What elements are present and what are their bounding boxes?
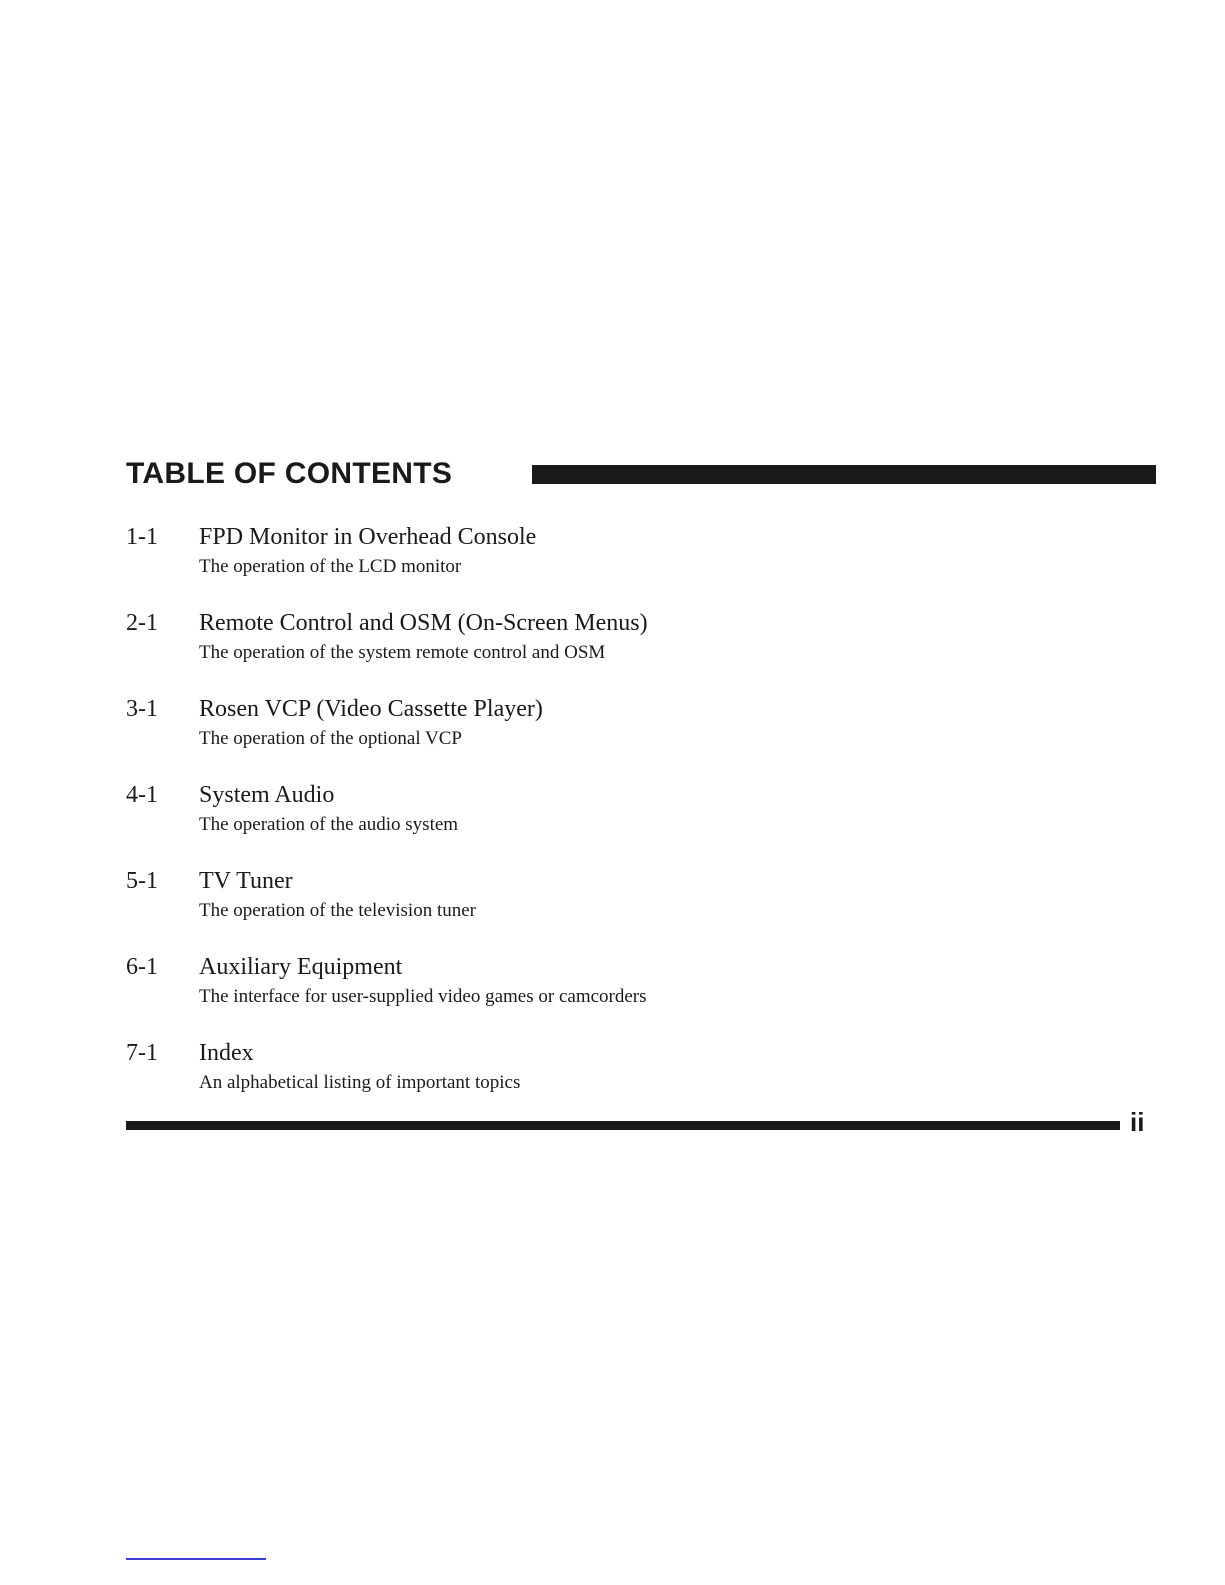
- toc-entry-remote-control[interactable]: [126, 607, 1126, 693]
- toc-entry-auxiliary-equipment[interactable]: [126, 951, 1126, 1037]
- toc-entry-index[interactable]: [126, 1037, 1126, 1123]
- bottom-underline-mark: [126, 1558, 266, 1560]
- entry-description: The operation of the television tuner: [199, 900, 476, 921]
- toc-entry-system-audio[interactable]: [126, 779, 1126, 865]
- entry-title[interactable]: Remote Control and OSM (On-Screen Menus): [199, 610, 648, 636]
- entry-title[interactable]: Auxiliary Equipment: [199, 954, 403, 980]
- entry-description: The operation of the LCD monitor: [199, 556, 462, 577]
- entry-description: The interface for user-supplied video games or camcorders: [199, 986, 647, 1007]
- header-rule: [532, 465, 1156, 484]
- page-title: TABLE OF CONTENTS: [126, 457, 453, 490]
- entry-number: 6-1: [126, 954, 158, 980]
- toc-entry-vcp[interactable]: [126, 693, 1126, 779]
- entry-number: 5-1: [126, 868, 158, 894]
- entry-description: The operation of the optional VCP: [199, 728, 462, 749]
- entry-title[interactable]: Index: [199, 1040, 254, 1066]
- footer-rule: [126, 1121, 1120, 1130]
- entry-number: 4-1: [126, 782, 158, 808]
- toc-entry-monitor[interactable]: [126, 521, 1126, 607]
- entry-title[interactable]: FPD Monitor in Overhead Console: [199, 524, 537, 550]
- toc-entry-tv-tuner[interactable]: [126, 865, 1126, 951]
- entry-title[interactable]: System Audio: [199, 782, 335, 808]
- entry-title[interactable]: Rosen VCP (Video Cassette Player): [199, 696, 543, 722]
- entry-description: The operation of the system remote control and OSM: [199, 642, 606, 663]
- entry-number: 1-1: [126, 524, 158, 550]
- page-number: ii: [1130, 1107, 1145, 1137]
- entry-description: The operation of the audio system: [199, 814, 459, 835]
- entry-title[interactable]: TV Tuner: [199, 868, 293, 894]
- entry-description: An alphabetical listing of important topics: [199, 1072, 521, 1093]
- entry-number: 2-1: [126, 610, 158, 636]
- toc-list: [126, 521, 1126, 1123]
- entry-number: 7-1: [126, 1040, 158, 1066]
- entry-number: 3-1: [126, 696, 158, 722]
- toc-header: [126, 456, 1162, 496]
